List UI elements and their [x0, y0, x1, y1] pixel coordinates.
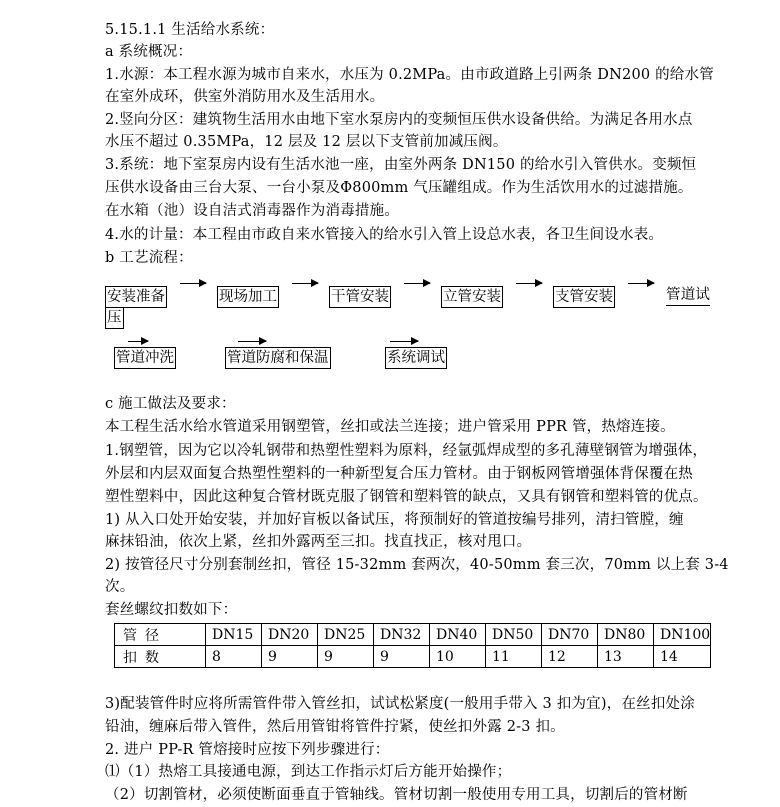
subsection-heading: a 系统概况： [105, 44, 193, 60]
paragraph-line: 2.竖向分区：建筑物生活用水由地下室水泵房内的变频恒压供水设备供给。为满足各用水点 [105, 112, 693, 128]
paragraph-line: 外层和内层双面复合热塑性塑料的一种新型复合压力管材。由于钢板网管增强体背保覆在热 [105, 466, 693, 482]
paragraph-line: 3)配装管件时应将所需管件带入管丝扣，试试松紧度(一般用手带入 3 扣为宜)，在丝扣处涂 [105, 696, 695, 712]
table-cell: DN20 [262, 624, 318, 646]
paragraph-line: ⑴（1）热熔工具接通电源，到达工作指示灯后方能开始操作； [105, 764, 512, 780]
flow-arrow [180, 283, 206, 284]
paragraph-line: 次。 [105, 579, 135, 595]
flow-step-branch: 支管安装 [553, 286, 615, 308]
table-cell: DN70 [542, 624, 598, 646]
table-row [115, 646, 711, 668]
table-cell: 8 [206, 646, 262, 668]
flow-arrow [628, 283, 654, 284]
table-cell: DN15 [206, 624, 262, 646]
table-cell: DN40 [430, 624, 486, 646]
flow-arrow [404, 283, 430, 284]
flow-step-main-pipe: 干管安装 [329, 286, 391, 308]
paragraph-line: 水压不超过 0.35MPa，12 层及 12 层以下支管前加减压阀。 [105, 134, 508, 150]
table-cell: DN25 [318, 624, 374, 646]
flow-step-commissioning: 系统调试 [385, 347, 447, 369]
paragraph-line: 4.水的计量：本工程由市政自来水管接入的给水引入管上设总水表，各卫生间设水表。 [105, 227, 664, 243]
table-cell: DN32 [374, 624, 430, 646]
table-cell: 10 [430, 646, 486, 668]
paragraph-line: 塑性塑料中，因此这种复合管材既克服了钢管和塑料管的缺点，又具有钢管和塑料管的优点。 [105, 489, 708, 505]
table-cell: DN100 [654, 624, 711, 646]
subsection-heading: b 工艺流程： [105, 250, 193, 266]
table-cell: 9 [262, 646, 318, 668]
flow-arrow [516, 283, 542, 284]
flow-step-riser: 立管安装 [441, 286, 503, 308]
paragraph-line: 套丝螺纹扣数如下： [105, 602, 238, 618]
subsection-heading: c 施工做法及要求： [105, 396, 236, 412]
paragraph-line: 在水箱（池）设自洁式消毒器作为消毒措施。 [105, 203, 399, 219]
paragraph-line: （2）切割管材，必须使断面垂直于管轴线。管材切割一般使用专用工具，切割后的管材断 [105, 787, 688, 803]
flow-arrow [238, 341, 266, 342]
table-row [115, 624, 711, 646]
flow-step-prepare: 安装准备 [105, 286, 167, 308]
table-header-cell: 管径 [115, 624, 206, 646]
paragraph-line: 本工程生活水给水管道采用钢塑管，丝扣或法兰连接；进户管采用 PPR 管，热熔连接。 [105, 419, 675, 435]
paragraph-line: 1.钢塑管，因为它以冷轧钢带和热塑性塑料为原料，经氩弧焊成型的多孔薄壁钢管为增强体， [105, 443, 708, 459]
table-cell: DN50 [486, 624, 542, 646]
flow-step-fabrication: 现场加工 [217, 286, 279, 308]
paragraph-line: 3.系统：地下室泵房内设有生活水池一座，由室外两条 DN150 的给水引入管供水。变频恒 [105, 157, 697, 173]
paragraph-line: 在室外成环，供室外消防用水及生活用水。 [105, 89, 385, 105]
flow-step-anticorrosion: 管道防腐和保温 [225, 347, 331, 369]
flow-step-flushing: 管道冲洗 [114, 347, 176, 369]
thread-count-table [114, 623, 711, 668]
section-heading: 5.15.1.1 生活给水系统： [105, 22, 275, 38]
table-cell: 9 [374, 646, 430, 668]
table-cell: 12 [542, 646, 598, 668]
paragraph-line: 1) 从入口处开始安装，并加好盲板以备试压，将预制好的管道按编号排列，清扫管膛，缠 [105, 512, 684, 528]
flow-step-pressure-test: 管道试 [666, 285, 710, 306]
paragraph-line: 2. 进户 PP-R 管熔接时应按下列步骤进行： [105, 742, 390, 758]
table-cell: 13 [598, 646, 654, 668]
paragraph-line: 麻抹铅油，依次上紧，丝扣外露两至三扣。找直找正，核对甩口。 [105, 534, 532, 550]
flow-arrow [292, 283, 318, 284]
table-header-cell: 扣数 [115, 646, 206, 668]
table-cell: 14 [654, 646, 711, 668]
paragraph-line: 1.水源：本工程水源为城市自来水，水压为 0.2MPa。由市政道路上引两条 DN200 的给水管 [105, 67, 714, 83]
flow-step-pressure-test-wrap: 压 [105, 308, 124, 329]
paragraph-line: 铅油，缠麻后带入管件，然后用管钳将管件拧紧，使丝扣外露 2-3 扣。 [105, 719, 565, 735]
flow-arrow [390, 341, 418, 342]
paragraph-line: 2) 按管径尺寸分别套制丝扣，管径 15-32mm 套两次，40-50mm 套三次，70mm 以上套 3-4 [105, 557, 729, 573]
flow-arrow [128, 341, 148, 342]
table-cell: 11 [486, 646, 542, 668]
table-cell: 9 [318, 646, 374, 668]
table-cell: DN80 [598, 624, 654, 646]
paragraph-line: 压供水设备由三台大泵、一台小泵及Φ800mm 气压罐组成。作为生活饮用水的过滤措施。 [105, 180, 693, 196]
